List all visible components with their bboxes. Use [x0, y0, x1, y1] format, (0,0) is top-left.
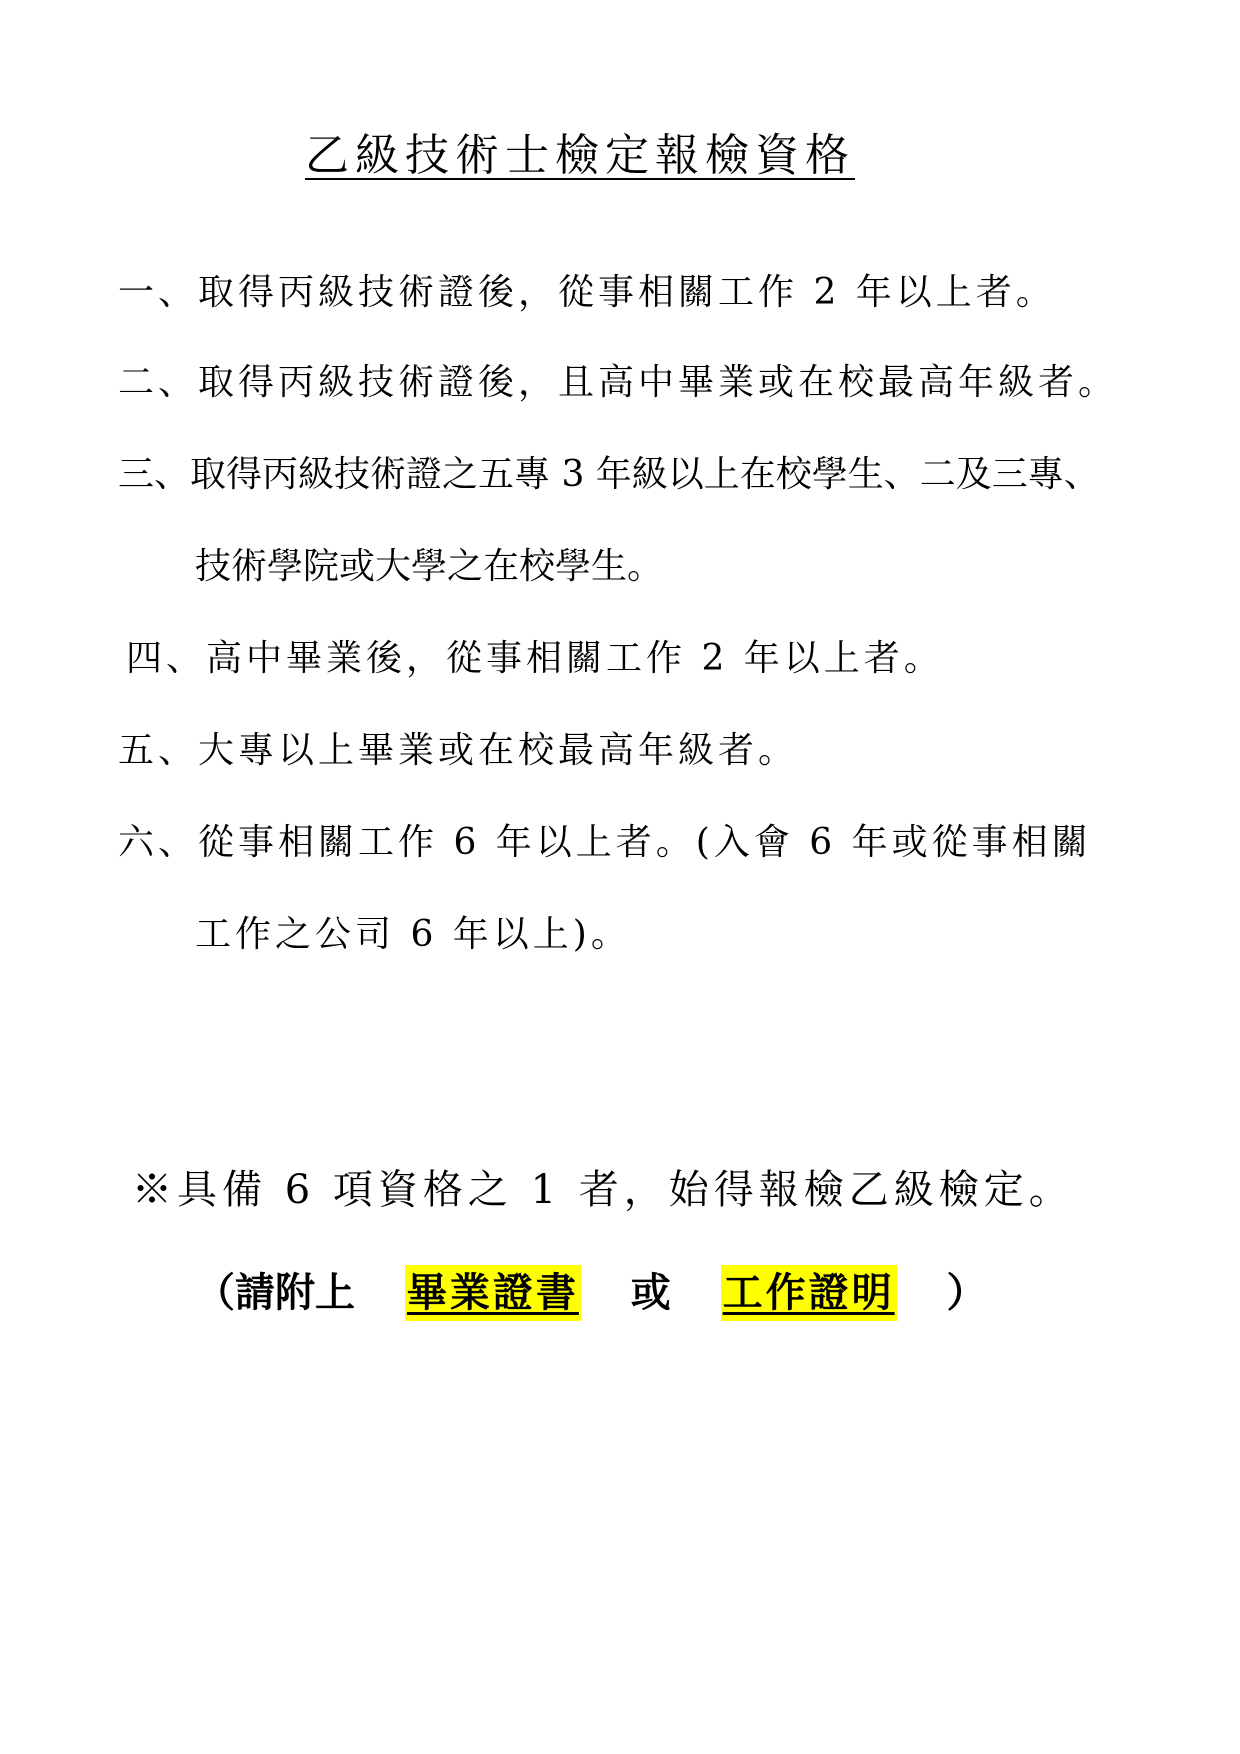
- item-5: 五、大專以上畢業或在校最高年級者。: [118, 730, 799, 771]
- item-6: 六、從事相關工作 6 年以上者。(入會 6 年或從事相關: [118, 822, 1092, 863]
- attach-close: ）: [946, 1270, 987, 1316]
- item-1: 一、取得丙級技術證後，從事相關工作 2 年以上者。: [118, 272, 1056, 313]
- attach-open: （請附上: [195, 1270, 355, 1316]
- item-3-continued: 技術學院或大學之在校學生。: [195, 546, 664, 587]
- attach-option-employment-proof: 工作證明: [721, 1265, 897, 1321]
- item-4: 四、高中畢業後，從事相關工作 2 年以上者。: [126, 638, 944, 679]
- attach-option-diploma: 畢業證書: [405, 1265, 581, 1321]
- item-6-continued: 工作之公司 6 年以上)。: [195, 914, 631, 955]
- requirement-note: ※具備 6 項資格之 1 者，始得報檢乙級檢定。: [132, 1167, 1074, 1213]
- document-title: 乙級技術士檢定報檢資格: [305, 130, 855, 181]
- attachment-instruction: [195, 1265, 987, 1321]
- item-2: 二、取得丙級技術證後，且高中畢業或在校最高年級者。: [118, 362, 1119, 403]
- item-3: 三、取得丙級技術證之五專 3 年級以上在校學生、二及三專、: [118, 454, 1100, 495]
- attach-or: 或: [630, 1270, 671, 1316]
